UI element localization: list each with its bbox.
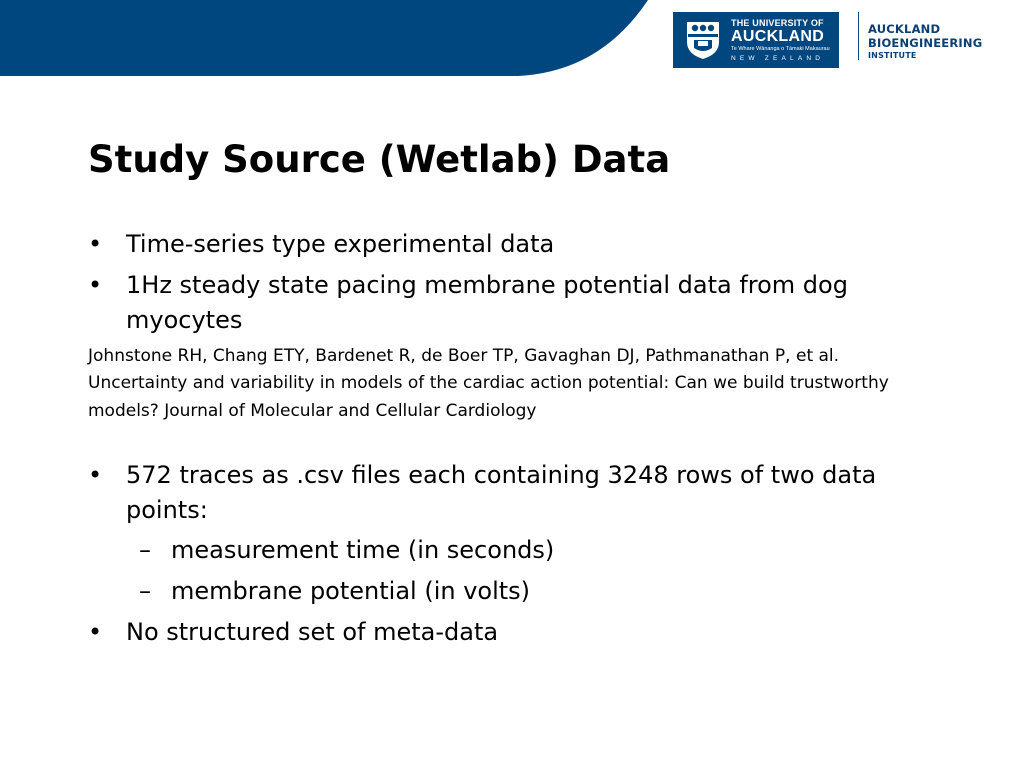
bullet-icon: • <box>88 461 103 489</box>
abi-line-1: AUCKLAND <box>868 22 941 36</box>
citation-text: Johnstone RH, Chang ETY, Bardenet R, de Boer TP, Gavaghan DJ, Pathmanathan P, et al. Uncertainty and variability in models of the cardiac action potential: Can we build trustworthy models? Journal of Molecular and Cellular Cardiology <box>88 346 889 421</box>
dash-icon: – <box>139 577 151 605</box>
uoa-line-2: AUCKLAND <box>731 28 825 45</box>
logo-divider <box>858 12 859 60</box>
bullet-text: Time-series type experimental data <box>126 230 555 258</box>
uoa-line-3: Te Whare Wānanga o Tāmaki Makaurau <box>731 46 830 52</box>
sub-bullet-text: measurement time (in seconds) <box>171 536 555 564</box>
uoa-line-4: NEW ZEALAND <box>731 55 825 62</box>
slide-title: Study Source (Wetlab) Data <box>88 138 671 181</box>
bullet-text: 1Hz steady state pacing membrane potential data from dog myocytes <box>126 271 848 334</box>
abi-line-3: INSTITUTE <box>868 51 917 60</box>
crest-icon <box>685 20 721 60</box>
sub-bullet-text: membrane potential (in volts) <box>171 577 531 605</box>
abi-logo <box>868 22 982 62</box>
bullet-text: No structured set of meta-data <box>126 618 499 646</box>
dash-icon: – <box>139 536 151 564</box>
bullet-icon: • <box>88 271 103 299</box>
bullet-icon: • <box>88 618 103 646</box>
university-of-auckland-logo <box>673 12 839 68</box>
bullet-text: 572 traces as .csv files each containing 3248 rows of two data points: <box>126 461 877 524</box>
bullet-icon: • <box>88 230 103 258</box>
abi-line-2: BIOENGINEERING <box>868 36 983 50</box>
uoa-line-1: THE UNIVERSITY OF <box>731 18 824 28</box>
